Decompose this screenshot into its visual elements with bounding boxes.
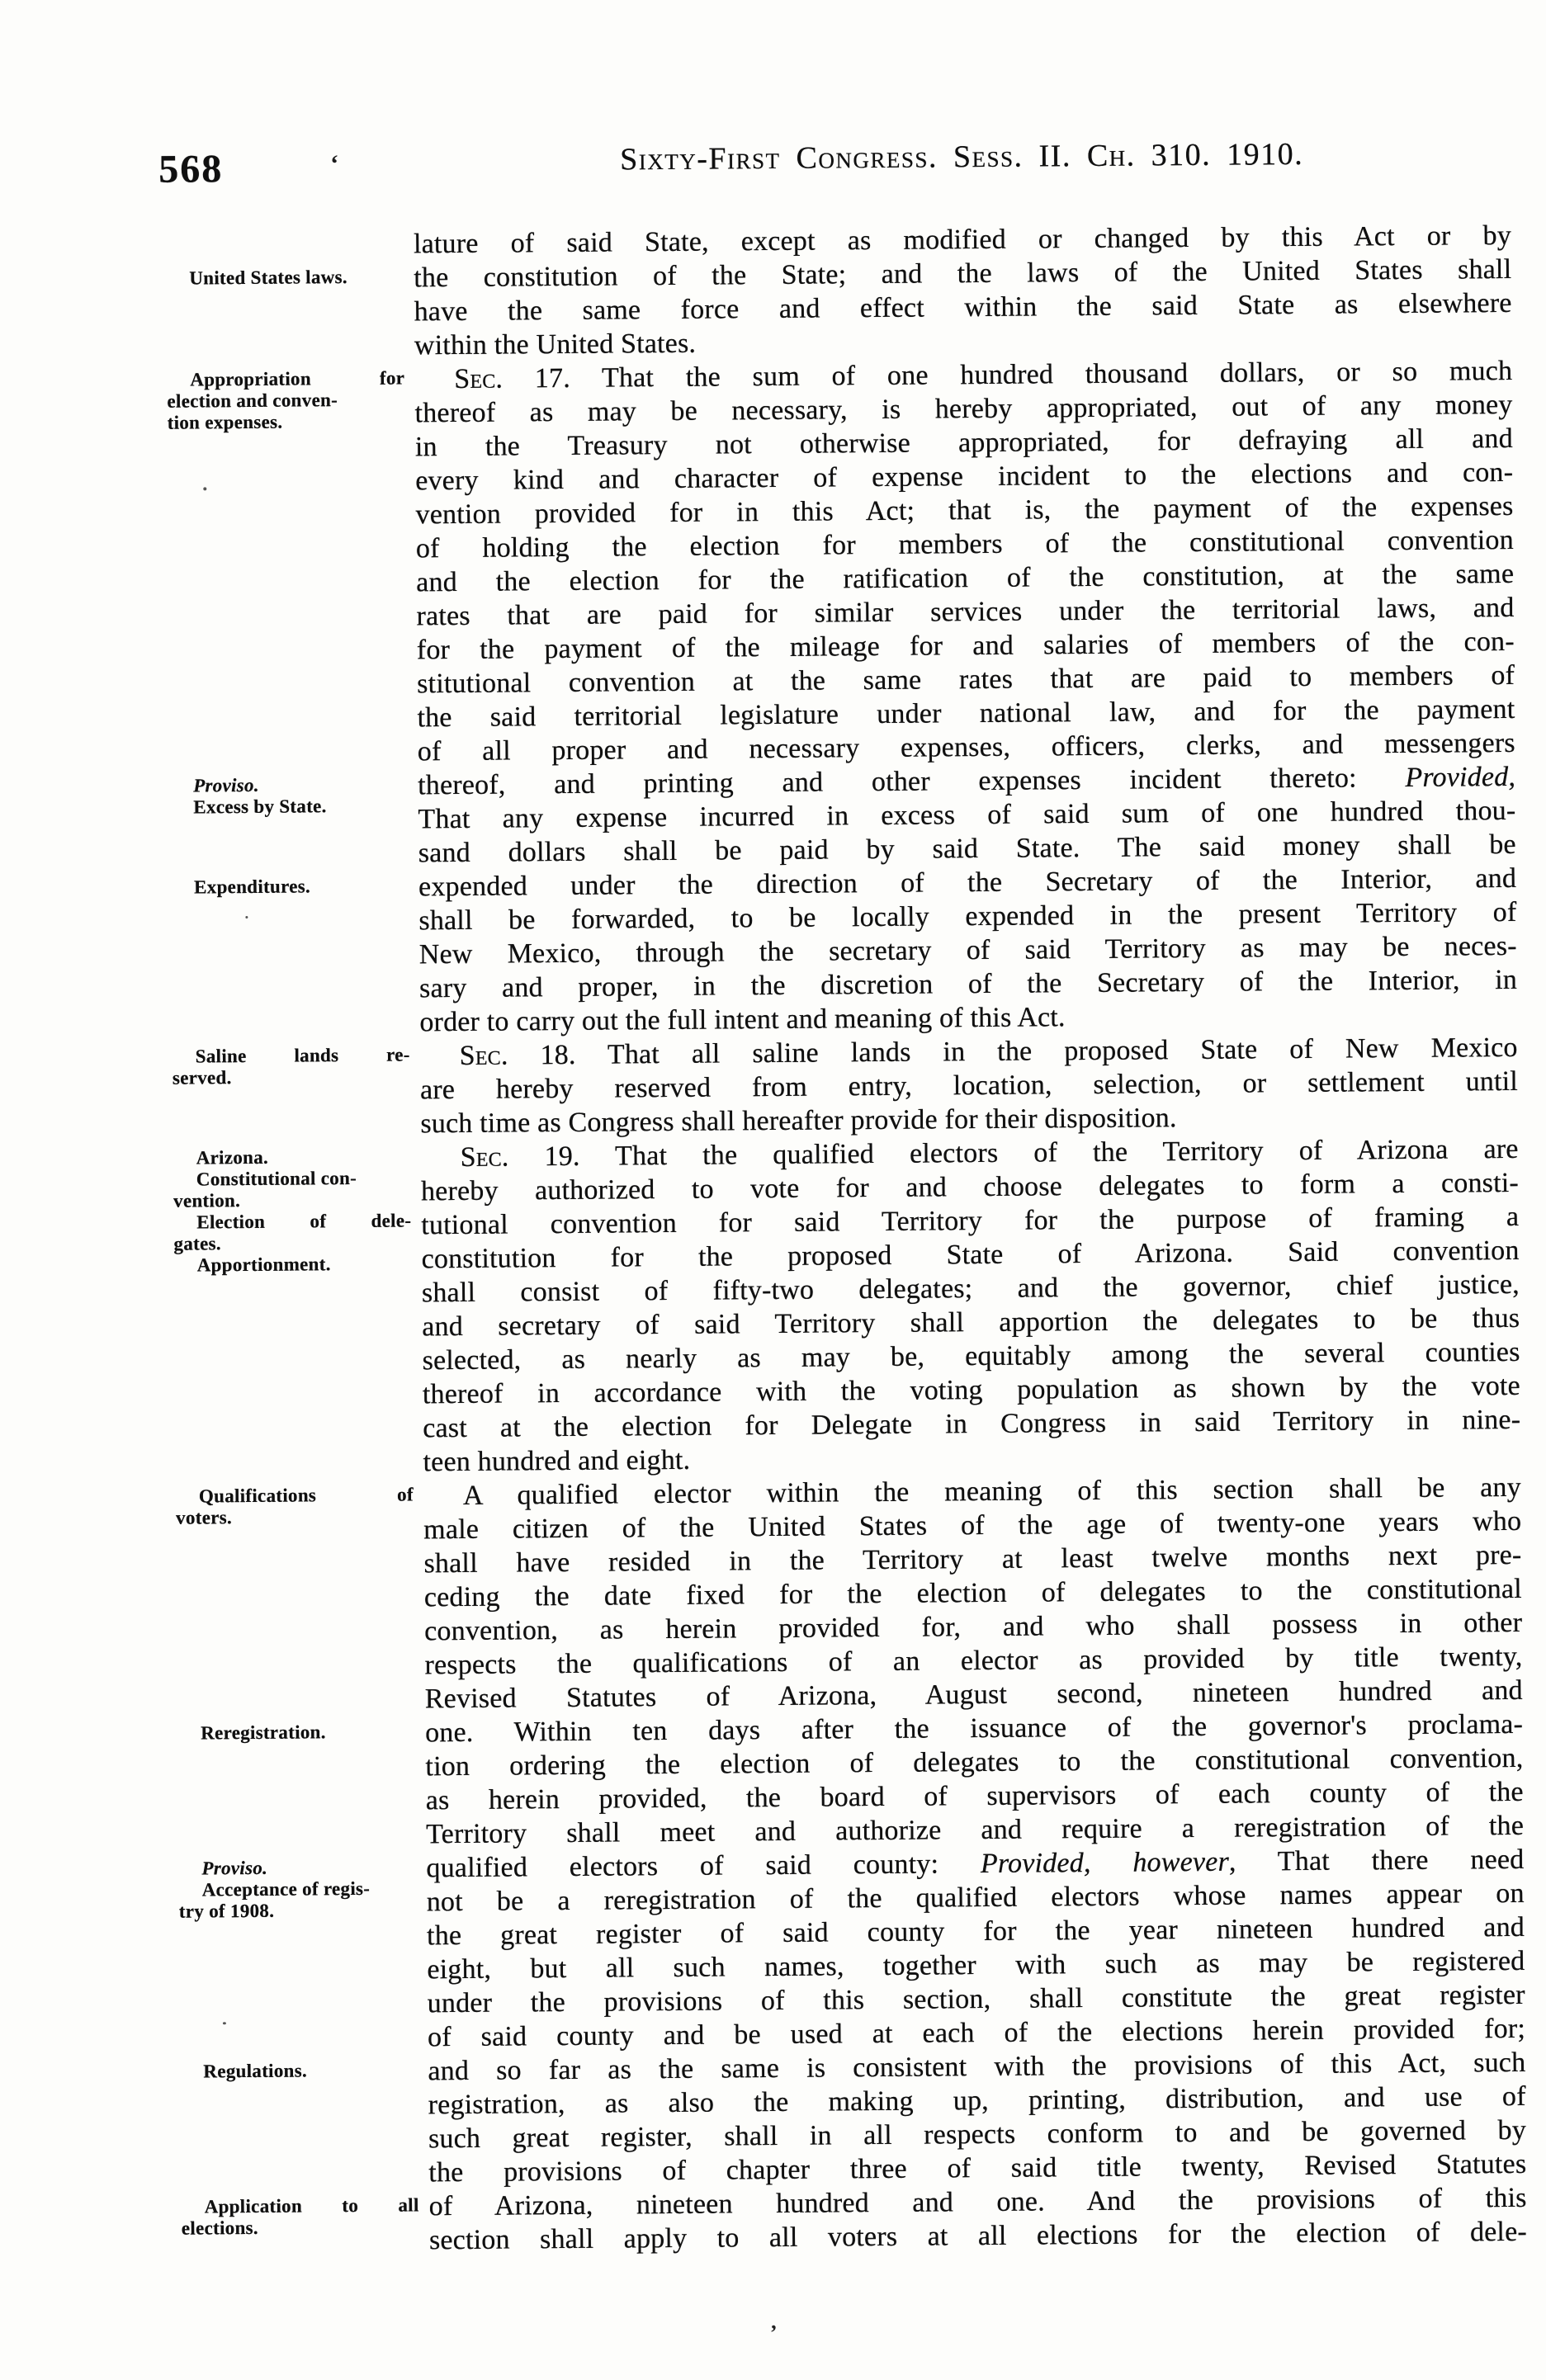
margin-note-line: Appropriation for — [190, 367, 405, 390]
margin-note-line: gates. — [173, 1233, 221, 1254]
text-segment: sand dollars shall be paid by said State. The said money shall be — [418, 829, 1516, 869]
margin-note-line: try of 1908. — [178, 1900, 275, 1922]
margin-note — [173, 1044, 410, 1088]
text-segment: such great register, shall in all respects conform to and be governed by — [428, 2114, 1527, 2155]
text-segment: thereof in accordance with the voting population as shown by the vote — [422, 1370, 1521, 1410]
text-segment: , That there need — [1228, 1844, 1525, 1877]
margin-note-line: Reregistration. — [201, 1721, 326, 1744]
text-segment: the said territorial legislature under national law, and for the payment — [417, 693, 1515, 734]
italic-text-segment: Provided, however — [980, 1846, 1230, 1880]
margin-note — [173, 1145, 412, 1276]
margin-note-line: Acceptance of regis- — [201, 1877, 371, 1901]
margin-note-line: vention. — [173, 1190, 241, 1211]
text-segment: in the Treasury not otherwise appropriated, for defraying all and — [414, 423, 1514, 463]
text-segment: of all proper and necessary expenses, officers, clerks, and messengers — [417, 727, 1515, 767]
margin-note-line: Constitutional con- — [196, 1167, 357, 1190]
text-segment: registration, as also the making up, printing, distribution, and use of — [428, 2080, 1526, 2121]
statute-paragraph — [421, 1132, 1521, 1479]
statute-paragraph — [414, 354, 1517, 1039]
text-segment: of said county and be used at each of the elections herein provided for; — [427, 2013, 1526, 2053]
margin-note-line: served. — [172, 1067, 232, 1088]
stray-ink-mark-header: ‘ — [330, 150, 339, 178]
smallcaps-text-segment: Sixty-First Congress. Sess. II. Ch. 310. 1910. — [619, 136, 1304, 177]
text-segment: as herein provided, the board of supervisors of each county of the — [425, 1776, 1524, 1816]
margin-note-line: election and conven- — [167, 390, 338, 412]
text-segment: the great register of said county for the year nineteen hundred and — [426, 1911, 1525, 1952]
margin-note — [176, 1484, 414, 1528]
text-segment: rates that are paid for similar services under the territorial laws, and — [416, 592, 1515, 632]
text-segment: for the payment of the mileage for and salaries of members of the con- — [416, 626, 1515, 666]
text-segment: and so far as the same is consistent with the provisions of this Act, such — [428, 2047, 1526, 2087]
italic-text-segment: Provided, — [1405, 761, 1516, 793]
text-segment: A qualified elector within the meaning of this section shall be any — [462, 1471, 1522, 1511]
text-segment: section shall apply to all voters at all elections for the election of dele- — [428, 2216, 1528, 2256]
statute-paragraph — [423, 1471, 1527, 2257]
text-segment: not be a reregistration of the qualified electors whose names appear on — [426, 1877, 1525, 1918]
text-segment: every kind and character of expense incident to the elections and con- — [415, 456, 1514, 497]
margin-note — [180, 2059, 418, 2082]
text-segment: expended under the direction of the Secretary of the Interior, and — [418, 862, 1517, 903]
text-segment: respects the qualifications of an elector as provided by title twenty, — [424, 1641, 1523, 1681]
text-segment: ceding the date fixed for the election of delegates to the constitutional — [423, 1573, 1522, 1613]
margin-note — [171, 875, 409, 898]
stray-ink-mark-footer: ’ — [769, 2321, 778, 2345]
text-segment: cast at the election for Delegate in Congress in said Territory in nine- — [423, 1404, 1521, 1444]
statute-paragraph — [414, 219, 1512, 362]
text-segment: Territory shall meet and authorize and require a reregistration of the — [425, 1810, 1525, 1850]
scan-speck — [203, 487, 206, 490]
text-segment: the constitution of the State; and the laws of the United States shall — [414, 253, 1512, 294]
text-segment: hereby authorized to vote for and choose delegates to form a consti- — [420, 1167, 1520, 1207]
text-segment: lature of said State, except as modified or changed by this Act or by — [413, 220, 1512, 260]
text-segment: sary and proper, in the discretion of the Secretary of the Interior, in — [418, 964, 1518, 1004]
text-segment: 18. That all saline lands in the proposed State of New Mexico — [508, 1032, 1518, 1071]
scan-speck — [245, 916, 248, 918]
smallcaps-text-segment: Sec. — [460, 1141, 509, 1173]
text-segment: have the same force and effect within the said State as elsewhere — [414, 287, 1512, 328]
margin-note-line: elections. — [181, 2217, 259, 2239]
text-segment: shall consist of fifty-two delegates; and the governor, chief justice, — [421, 1268, 1520, 1309]
margin-note-line: Application to all — [204, 2194, 419, 2217]
margin-note — [170, 773, 408, 818]
text-segment: such time as Congress shall hereafter provide for their disposition. — [420, 1103, 1177, 1140]
margin-note-line: Election of dele- — [196, 1210, 412, 1233]
text-segment: tion ordering the election of delegates to the constitutional convention, — [425, 1742, 1524, 1783]
text-segment: male citizen of the United States of the age of twenty-one years who — [423, 1505, 1522, 1546]
text-segment: selected, as nearly as may be, equitably among the several counties — [422, 1336, 1520, 1377]
text-segment: thereof as may be necessary, is hereby appropriated, out of any money — [414, 389, 1513, 429]
margin-note-line: Arizona. — [196, 1146, 269, 1169]
text-segment: under the provisions of this section, shall constitute the great register — [427, 1979, 1525, 2019]
text-segment: 17. That the sum of one hundred thousand dollars, or so much — [503, 355, 1513, 394]
smallcaps-text-segment: Sec. — [454, 363, 504, 395]
text-segment: New Mexico, through the secretary of said Territory as may be neces- — [418, 930, 1517, 970]
margin-note-line: Proviso. — [201, 1857, 268, 1879]
margin-note-line: Saline lands re- — [195, 1044, 410, 1067]
scan-speck — [223, 2022, 226, 2024]
statute-paragraph — [420, 1031, 1519, 1140]
text-segment: tutional convention for said Territory for the purpose of framing a — [421, 1201, 1520, 1241]
margin-note — [182, 2194, 419, 2239]
text-segment: shall be forwarded, to be locally expended in the present Territory of — [418, 896, 1517, 937]
text-segment: of Arizona, nineteen hundred and one. And the provisions of this — [428, 2182, 1527, 2222]
margin-note-line: voters. — [175, 1507, 233, 1528]
text-segment: are hereby reserved from entry, location, selection, or settlement until — [419, 1065, 1519, 1106]
margin-note-line: United States laws. — [189, 267, 348, 289]
body-text-column — [414, 219, 1527, 2257]
text-segment: constitution for the proposed State of Arizona. Said convention — [421, 1235, 1520, 1275]
text-segment: teen hundred and eight. — [423, 1444, 691, 1478]
margin-note — [166, 266, 404, 289]
margin-note-line: Qualifications of — [198, 1484, 414, 1507]
text-segment: Revised Statutes of Arizona, August second, nineteen hundred and — [424, 1674, 1523, 1715]
text-segment: eight, but all such names, together with such as may be registered — [427, 1945, 1525, 1986]
margin-note-line: Apportionment. — [196, 1254, 331, 1276]
text-segment: qualified electors of said county: — [426, 1849, 981, 1884]
text-segment: and secretary of said Territory shall apportion the delegates to be thus — [422, 1302, 1520, 1343]
text-segment: within the United States. — [414, 328, 697, 361]
margin-note-line: Expenditures. — [193, 876, 311, 898]
margin-note-line: Excess by State. — [193, 796, 327, 818]
text-segment: vention provided for in this Act; that is, the payment of the expenses — [415, 490, 1514, 531]
text-segment: stitutional convention at the same rates that are paid to members of — [417, 659, 1515, 700]
text-segment: one. Within ten days after the issuance of the governor's proclama- — [425, 1708, 1524, 1749]
text-segment: convention, as herein provided for, and who shall possess in other — [424, 1607, 1523, 1647]
text-segment: thereof, and printing and other expenses incident thereto: — [417, 762, 1406, 801]
page-number: 568 — [158, 147, 224, 191]
text-segment: and the election for the ratification of the constitution, at the same — [416, 558, 1515, 598]
margin-note — [167, 367, 405, 433]
margin-note-line: Regulations. — [203, 2060, 308, 2082]
margin-note — [178, 1856, 417, 1922]
margin-note-line: Proviso. — [193, 774, 259, 796]
text-segment: 19. That the qualified electors of the Territory of Arizona are — [508, 1133, 1519, 1173]
text-segment: the provisions of chapter three of said title twenty, Revised Statutes — [428, 2148, 1527, 2189]
smallcaps-text-segment: Sec. — [459, 1040, 508, 1071]
text-segment: shall have resided in the Territory at least twelve months next pre- — [423, 1539, 1522, 1580]
text-segment: of holding the election for members of the constitutional convention — [415, 524, 1514, 564]
text-segment: order to carry out the full intent and meaning of this Act. — [419, 1002, 1066, 1038]
text-segment: That any expense incurred in excess of said sum of one hundred thou- — [418, 795, 1516, 835]
margin-note-line: tion expenses. — [167, 411, 283, 433]
margin-note — [177, 1721, 415, 1744]
